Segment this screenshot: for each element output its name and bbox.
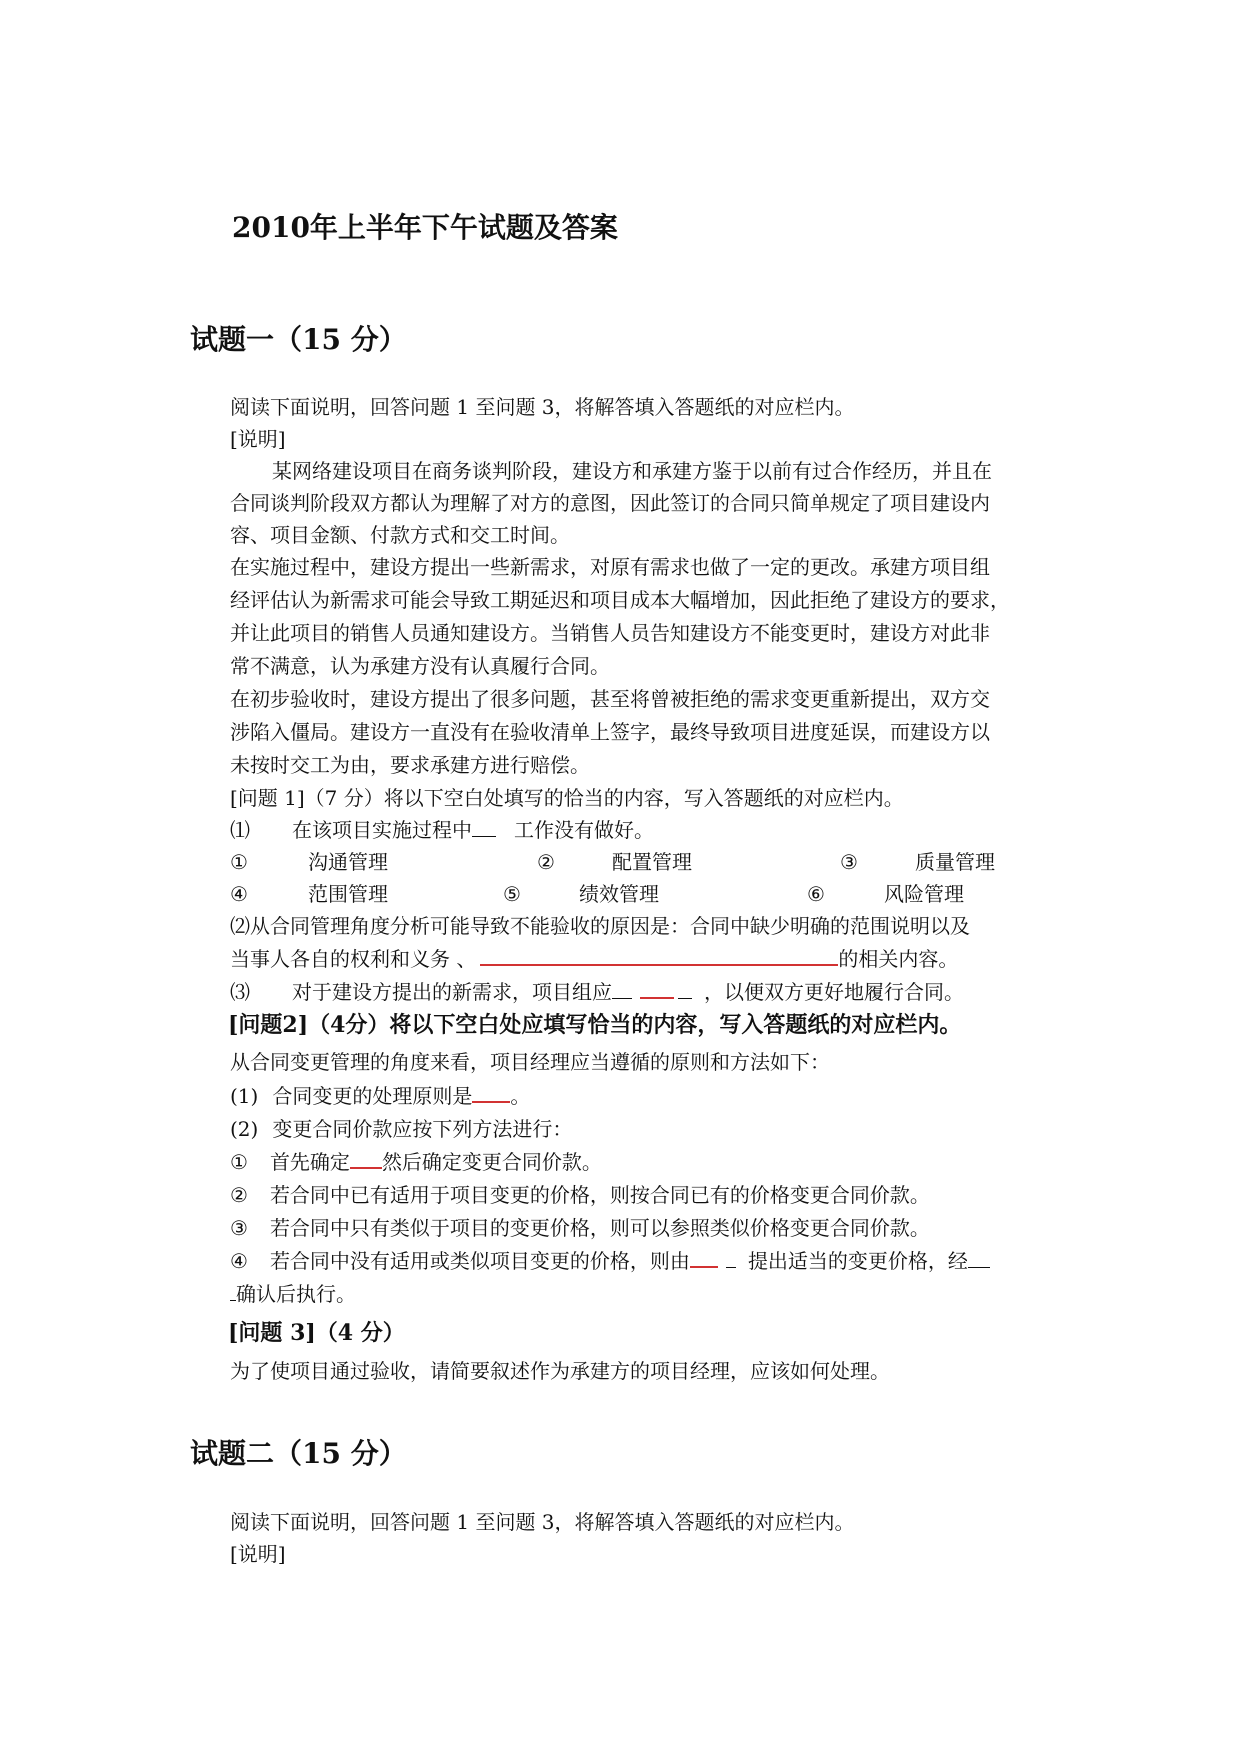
para-1-line-3: 容、项目金额、付款方式和交工时间。 [230, 523, 570, 547]
section-2-intro: 阅读下面说明，回答问题 1 至问题 3，将解答填入答题纸的对应栏内。 [230, 1510, 855, 1534]
q1-item-1-text-b: 工作没有做好。 [514, 818, 654, 842]
q1-item-2-blank [480, 946, 838, 966]
q1-item-3-num: ⑶ [230, 980, 250, 1004]
q1-item-1 [230, 814, 654, 846]
q2-item-1-num: (1) [230, 1084, 259, 1108]
q1-item-1-text-a: 在该项目实施过程中 [292, 818, 472, 842]
option-1-num: ① [230, 850, 248, 874]
section-2-title: 试题二（15 分） [190, 1437, 407, 1470]
question-2-header: [问题2]（4分）将以下空白处应填写恰当的内容，写入答题纸的对应栏内。 [228, 1012, 962, 1038]
option-6-label: 风险管理 [884, 882, 964, 906]
q1-item-3-blank-2 [640, 979, 674, 999]
para-2-line-4: 常不满意，认为承建方没有认真履行合同。 [230, 654, 610, 678]
q2-sub-item-4-text-b: 提出适当的变更价格，经 [747, 1249, 968, 1273]
question-3-header: [问题 3]（4 分） [228, 1320, 405, 1346]
q1-item-3 [230, 976, 964, 1008]
para-3-line-2: 涉陷入僵局。建设方一直没有在验收清单上签字，最终导致项目进度延误，而建设方以 [230, 720, 990, 744]
q2-item-2 [230, 1113, 572, 1145]
option-2-num: ② [537, 850, 555, 874]
document-title: 2010年上半年下午试题及答案 [232, 211, 618, 244]
option-1-label: 沟通管理 [308, 850, 388, 874]
q2-item-1-text-b: 。 [510, 1084, 531, 1108]
q2-sub-item-2 [230, 1179, 930, 1211]
section-1-intro: 阅读下面说明，回答问题 1 至问题 3，将解答填入答题纸的对应栏内。 [230, 395, 855, 419]
option-3-label: 质量管理 [915, 850, 995, 874]
option-4-num: ④ [230, 882, 248, 906]
option-6-num: ⑥ [807, 882, 825, 906]
option-5-label: 绩效管理 [579, 882, 659, 906]
q2-item-2-num: (2) [230, 1117, 259, 1141]
q2-item-2-text: 变更合同价款应按下列方法进行： [272, 1117, 573, 1141]
q1-item-2-line-1: ⑵从合同管理角度分析可能导致不能验收的原因是：合同中缺少明确的范围说明以及 [230, 914, 970, 938]
section-1-title: 试题一（15 分） [190, 323, 407, 356]
q2-sub-item-4-blank-1 [690, 1248, 718, 1268]
q2-sub-item-1 [230, 1146, 602, 1178]
q2-sub-item-2-num: ② [230, 1183, 248, 1207]
option-5-num: ⑤ [503, 882, 521, 906]
q2-item-1-text-a: 合同变更的处理原则是 [272, 1084, 473, 1108]
q2-sub-item-3-num: ③ [230, 1216, 248, 1240]
section-2-desc-label: [说明] [230, 1542, 286, 1566]
para-1-line-2: 合同谈判阶段双方都认为理解了对方的意图，因此签订的合同只简单规定了项目建设内 [230, 491, 990, 515]
q1-item-2-text-b: 的相关内容。 [838, 947, 959, 971]
option-4-label: 范围管理 [308, 882, 388, 906]
q1-item-2-line-2 [230, 943, 958, 975]
q2-sub-item-4-num: ④ [230, 1249, 248, 1273]
para-2-line-3: 并让此项目的销售人员通知建设方。当销售人员告知建设方不能变更时，建设方对此非 [230, 621, 990, 645]
q2-sub-item-3-text: 若合同中只有类似于项目的变更价格，则可以参照类似价格变更合同价款。 [269, 1216, 930, 1240]
q2-sub-item-4-text-a: 若合同中没有适用或类似项目变更的价格，则由 [269, 1249, 690, 1273]
q2-sub-item-4-continued [230, 1278, 356, 1310]
para-2-line-2: 经评估认为新需求可能会导致工期延迟和项目成本大幅增加，因此拒绝了建设方的要求， [230, 588, 1010, 612]
q2-sub-item-1-blank [350, 1149, 382, 1169]
para-2-line-1: 在实施过程中，建设方提出一些新需求，对原有需求也做了一定的更改。承建方项目组 [230, 555, 990, 579]
q2-item-1-blank [472, 1083, 510, 1103]
q2-sub-item-4-blank-3 [968, 1249, 990, 1268]
q2-sub-item-1-text-b: 然后确定变更合同价款。 [381, 1150, 602, 1174]
q2-item-1 [230, 1080, 530, 1112]
q1-item-1-blank [472, 818, 496, 837]
q2-sub-item-1-text-a: 首先确定 [269, 1150, 350, 1174]
q2-sub-item-2-text: 若合同中已有适用于项目变更的价格，则按合同已有的价格变更合同价款。 [269, 1183, 930, 1207]
q2-sub-item-4 [230, 1245, 990, 1277]
q2-sub-item-1-num: ① [230, 1150, 248, 1174]
option-3-num: ③ [840, 850, 858, 874]
question-3-text: 为了使项目通过验收，请简要叙述作为承建方的项目经理，应该如何处理。 [230, 1359, 890, 1383]
q1-item-2-text-a: 当事人各自的权利和义务 、 [230, 947, 477, 971]
q1-item-3-text-a: 对于建设方提出的新需求，项目组应 [292, 980, 612, 1004]
q1-item-3-text-b: ，以便双方更好地履行合同。 [704, 980, 964, 1004]
para-3-line-1: 在初步验收时，建设方提出了很多问题，甚至将曾被拒绝的需求变更重新提出，双方交 [230, 687, 990, 711]
q1-item-1-num: ⑴ [230, 818, 250, 842]
para-1-line-1: 某网络建设项目在商务谈判阶段，建设方和承建方鉴于以前有过合作经历，并且在 [272, 459, 992, 483]
q2-sub-item-4-blank-2 [726, 1249, 736, 1268]
option-2-label: 配置管理 [612, 850, 692, 874]
question-1-header: [问题 1]（7 分）将以下空白处填写的恰当的内容，写入答题纸的对应栏内。 [230, 786, 904, 810]
q1-item-3-blank-3 [678, 980, 692, 999]
q2-intro: 从合同变更管理的角度来看，项目经理应当遵循的原则和方法如下： [230, 1050, 830, 1074]
q2-sub-item-4-cont-text: 确认后执行。 [236, 1282, 356, 1306]
section-1-desc-label: [说明] [230, 427, 286, 451]
q2-sub-item-3 [230, 1212, 930, 1244]
para-3-line-3: 未按时交工为由，要求承建方进行赔偿。 [230, 753, 590, 777]
q1-item-3-blank-1 [612, 980, 632, 999]
